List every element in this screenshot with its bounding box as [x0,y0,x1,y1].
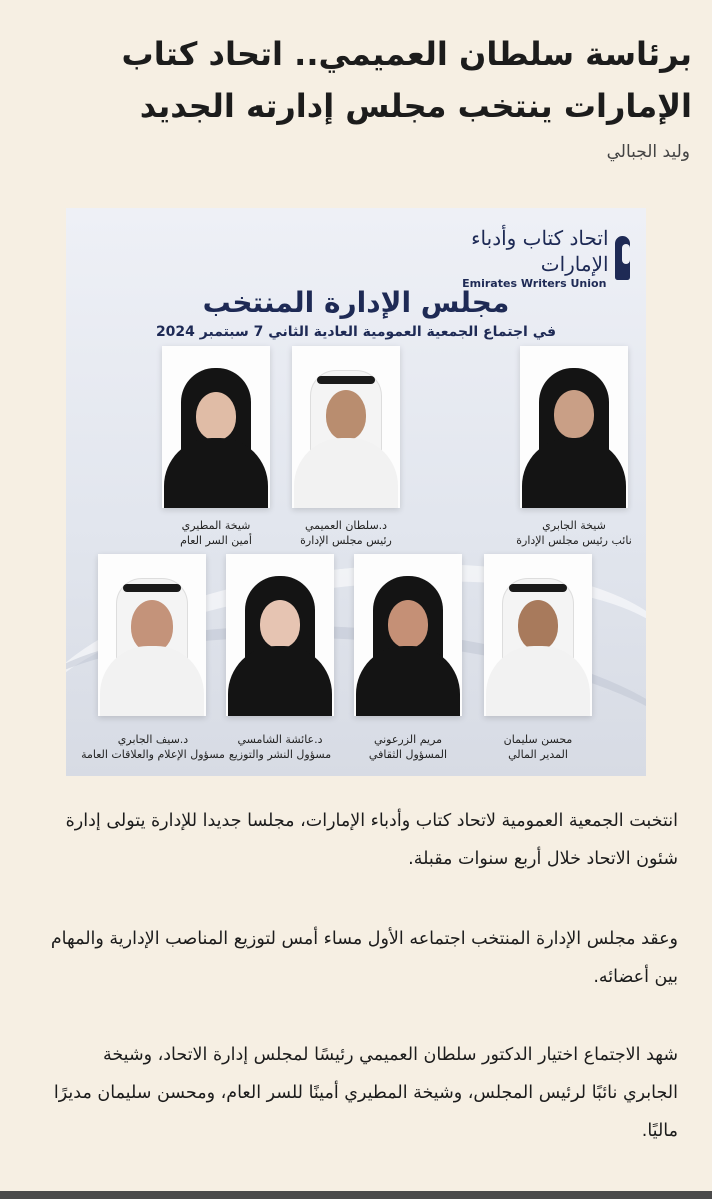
article-paragraph: وعقد مجلس الإدارة المنتخب اجتماعه الأول مساء أمس لتوزيع المناصب الإدارية والمهام بين أعضائه. [50,929,678,987]
pen-nib-icon [615,236,630,280]
person-veil-figure [354,554,462,716]
poster-subtitle: في اجتماع الجمعية العمومية العادية الثاني 7 سبتمبر 2024 [155,324,557,340]
board-poster-image [66,208,646,776]
member-photo [226,554,334,716]
member-name: محسن سليمان [503,733,573,746]
article-paragraph: شهد الاجتماع اختيار الدكتور سلطان العميمي رئيسًا لمجلس إدارة الاتحاد، وشيخة الجابري نائبًا لرئيس المجلس، وشيخة المطيري أمينًا للسر العام، ومحسن سليمان مديرًا ماليًا. [53,1045,678,1141]
logo-arabic-text: اتحاد كتاب وأدباء الإمارات [471,226,609,276]
member-photo [354,554,462,716]
person-ghutra-figure [98,554,206,716]
member-name: د.سلطان العميمي [304,519,388,532]
member-role: مسؤول الإعلام والعلاقات العامة [81,748,225,761]
member-caption [333,732,483,762]
member-name: د.عائشة الشامسي [237,733,323,746]
member-caption [463,732,613,762]
member-photo [162,346,270,508]
member-role: المسؤول الثقافي [368,748,448,761]
author-name[interactable]: وليد الجبالي [606,142,690,162]
member-role: رئيس مجلس الإدارة [300,534,392,547]
person-veil-figure [162,346,270,508]
member-photo [98,554,206,716]
member-photo [292,346,400,508]
member-caption [141,518,291,548]
member-name: شيخة الجابري [542,519,606,532]
person-ghutra-figure [292,346,400,508]
person-veil-figure [520,346,628,508]
poster-title: مجلس الإدارة المنتخب [202,286,510,319]
member-role: أمين السر العام [180,534,252,547]
article-headline: برئاسة سلطان العميمي.. اتحاد كتاب الإمارات ينتخب مجلس إدارته الجديد [121,35,692,125]
member-name: د.سيف الجابري [117,733,189,746]
person-ghutra-figure [484,554,592,716]
member-photo [520,346,628,508]
person-veil-figure [226,554,334,716]
union-logo [460,228,630,288]
member-name: مريم الزرعوني [373,733,443,746]
article-paragraph: انتخبت الجمعية العمومية لاتحاد كتاب وأدباء الإمارات، مجلسا جديدا للإدارة يتولى إدارة شئون الاتحاد خلال أربع سنوات مقبلة. [65,811,678,869]
member-name: شيخة المطيري [181,519,251,532]
member-role: المدير المالي [508,748,568,761]
member-role: مسؤول النشر والتوزيع [228,748,332,761]
member-role: نائب رئيس مجلس الإدارة [516,534,632,547]
page-bottom-bar [0,1191,712,1199]
member-caption [70,732,236,762]
member-caption [499,518,646,548]
member-photo [484,554,592,716]
member-caption [271,518,421,548]
logo-english-text: Emirates Writers Union [462,277,607,290]
